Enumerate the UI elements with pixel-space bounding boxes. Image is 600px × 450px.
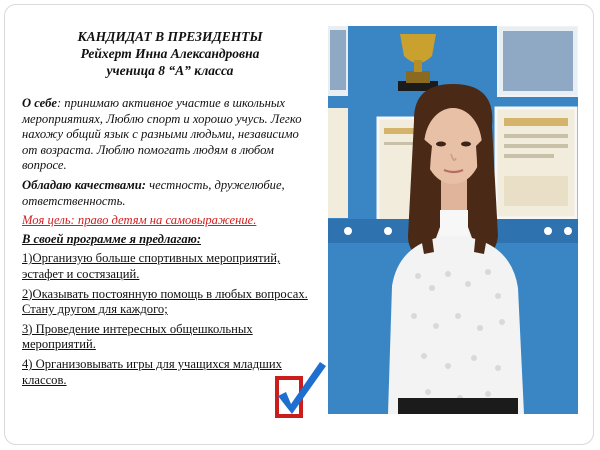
candidate-name: Рейхерт Инна Александровна xyxy=(80,46,260,61)
header xyxy=(20,28,320,79)
candidate-photo xyxy=(328,26,578,414)
about-section xyxy=(22,96,312,174)
checkbox-checked-icon xyxy=(276,372,306,422)
program-item-2: 2)Оказывать постоянную помощь в любых вопросах. Стану другом для каждого; xyxy=(22,286,308,317)
program-item-4: 4) Организовывать игры для учащихся младших классов. xyxy=(22,356,282,387)
qualities-label: Обладаю качествами: xyxy=(22,177,146,192)
program-item-1: 1)Организую больше спортивных мероприятий, эстафет и состязаций. xyxy=(22,251,281,281)
qualities-section xyxy=(22,178,312,209)
program-heading: В своей программе я предлагаю: xyxy=(22,231,202,246)
candidate-grade: ученица 8 “А” класса xyxy=(106,63,234,78)
qualities-text: честность, дружелюбие, ответственность. xyxy=(22,177,285,208)
program-item-3: 3) Проведение интересных общешкольных мероприятий. xyxy=(22,321,253,352)
about-text: : принимаю активное участие в школьных мероприятиях, Люблю спорт и хорошо учусь. Легко нахожу общий язык с разными людьми, независимо от возраста. Люблю помогать людям в любом вопросе. xyxy=(22,96,302,173)
page-title: КАНДИДАТ В ПРЕЗИДЕНТЫ xyxy=(77,29,263,44)
goal-text: Моя цель: право детям на самовыражение. xyxy=(22,213,257,228)
content xyxy=(22,96,312,392)
about-label: О себе xyxy=(22,96,57,110)
